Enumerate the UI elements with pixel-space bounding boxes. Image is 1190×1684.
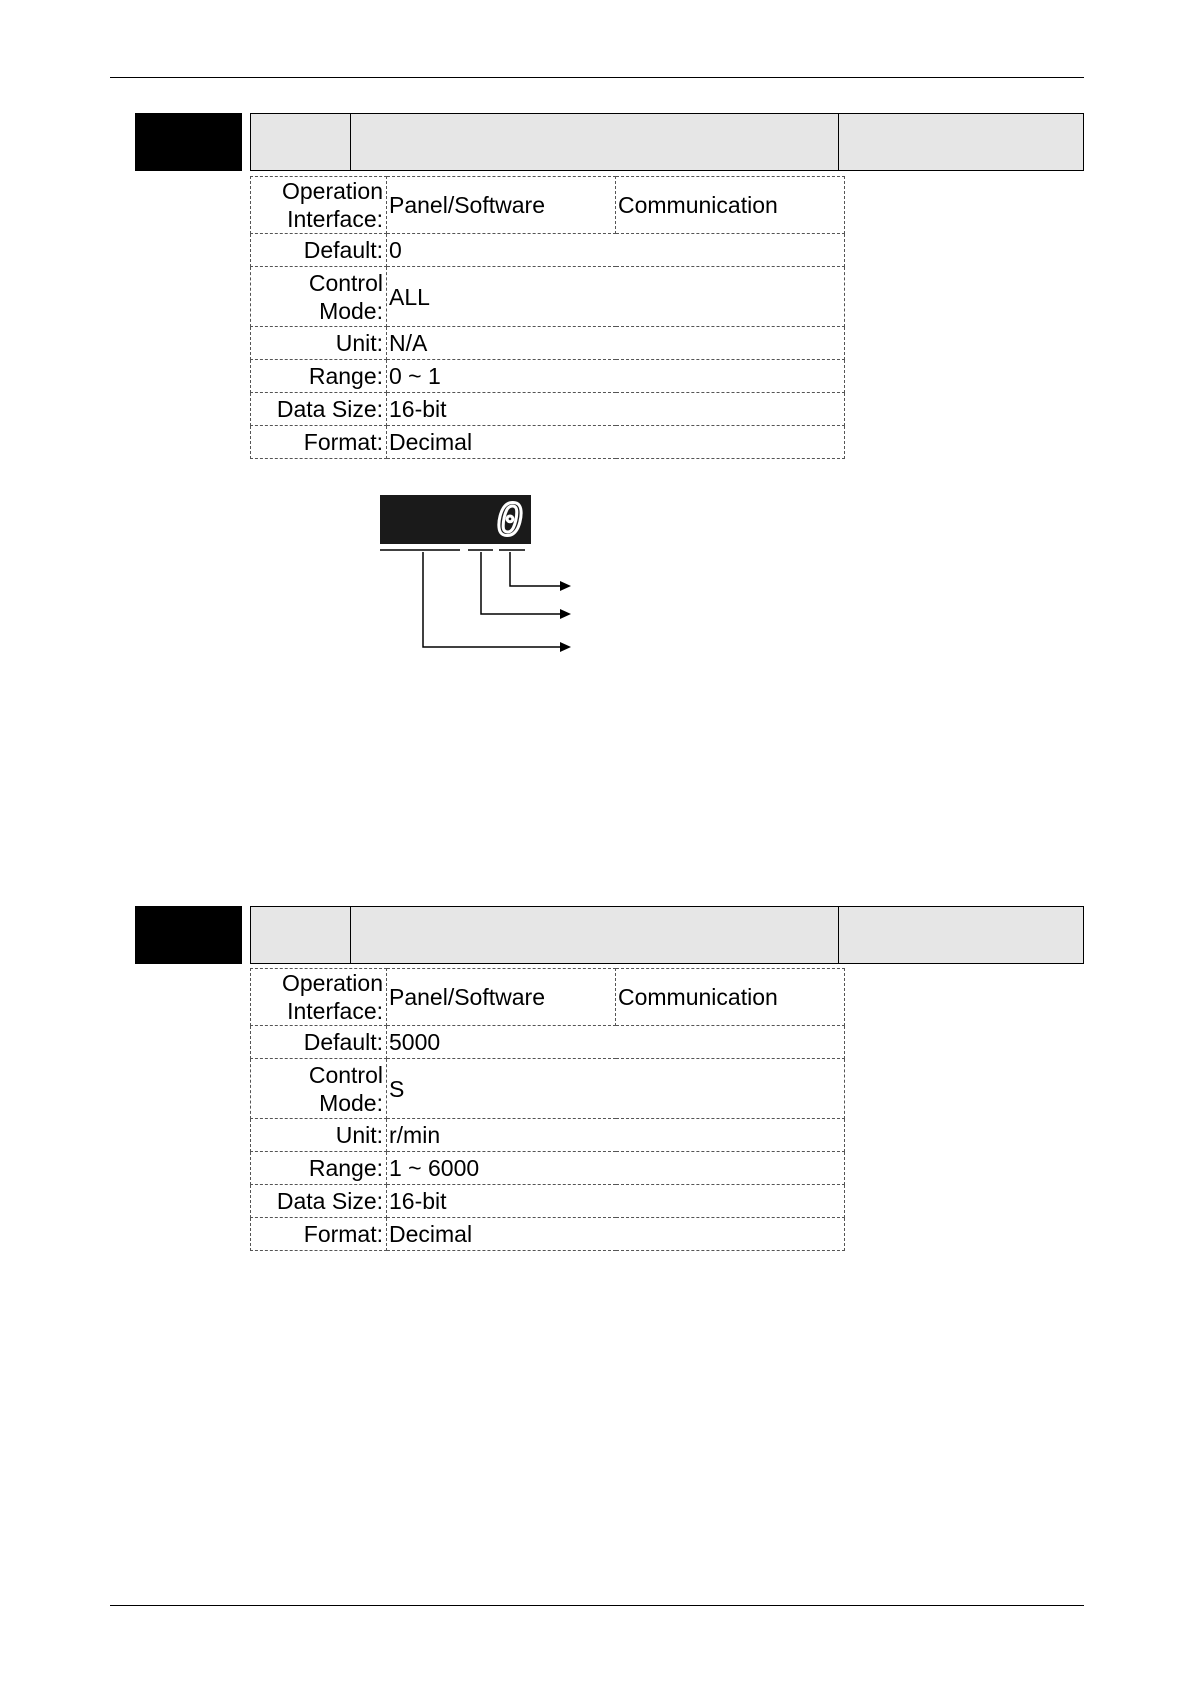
header-divider	[350, 114, 351, 170]
operation-interface-communication: Communication	[616, 177, 845, 234]
parameter-code-block	[135, 906, 242, 964]
parameter-header	[250, 113, 1084, 171]
unit-value: N/A	[387, 327, 845, 360]
header-divider	[350, 907, 351, 963]
header-divider	[838, 114, 839, 170]
format-label: Format:	[251, 426, 387, 459]
operation-interface-panel: Panel/Software	[387, 969, 616, 1026]
data-size-value: 16-bit	[387, 1185, 845, 1218]
control-mode-label: Control Mode:	[251, 1059, 387, 1119]
range-label: Range:	[251, 1152, 387, 1185]
default-label: Default:	[251, 234, 387, 267]
pointer-line	[481, 552, 560, 614]
header-divider	[838, 907, 839, 963]
control-mode-value: S	[387, 1059, 845, 1119]
unit-value: r/min	[387, 1119, 845, 1152]
arrow-head	[560, 609, 571, 619]
data-size-label: Data Size:	[251, 393, 387, 426]
control-mode-value: ALL	[387, 267, 845, 327]
pointer-line	[510, 552, 560, 586]
operation-interface-panel: Panel/Software	[387, 177, 616, 234]
top-rule	[110, 77, 1084, 78]
parameter-code-block	[135, 113, 242, 171]
control-mode-label: Control Mode:	[251, 267, 387, 327]
parameter-table	[250, 176, 845, 459]
operation-interface-label: Operation Interface:	[251, 969, 387, 1026]
unit-label: Unit:	[251, 327, 387, 360]
operation-interface-communication: Communication	[616, 969, 845, 1026]
parameter-header	[250, 906, 1084, 964]
data-size-label: Data Size:	[251, 1185, 387, 1218]
format-value: Decimal	[387, 1218, 845, 1251]
bottom-rule	[110, 1605, 1084, 1606]
arrow-head	[560, 581, 571, 591]
range-value: 0 ~ 1	[387, 360, 845, 393]
operation-interface-label: Operation Interface:	[251, 177, 387, 234]
data-size-value: 16-bit	[387, 393, 845, 426]
default-value: 5000	[387, 1026, 845, 1059]
format-value: Decimal	[387, 426, 845, 459]
arrow-head	[560, 642, 571, 652]
display-digit: 0	[496, 495, 524, 546]
unit-label: Unit:	[251, 1119, 387, 1152]
range-value: 1 ~ 6000	[387, 1152, 845, 1185]
default-label: Default:	[251, 1026, 387, 1059]
pointer-line	[423, 552, 560, 647]
parameter-table	[250, 968, 845, 1251]
range-label: Range:	[251, 360, 387, 393]
display-diagram	[380, 495, 580, 665]
default-value: 0	[387, 234, 845, 267]
format-label: Format:	[251, 1218, 387, 1251]
